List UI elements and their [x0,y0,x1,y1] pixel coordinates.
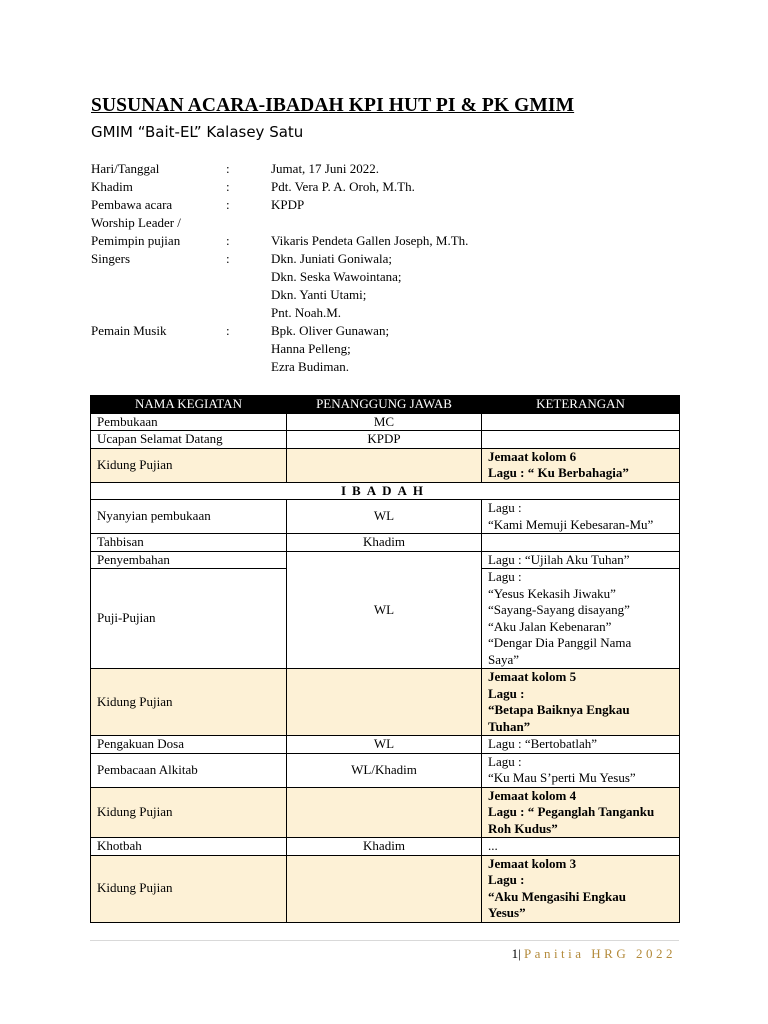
responsible-cell: KPDP [287,431,482,449]
note-cell [482,431,680,449]
info-label: Pemimpin pujian [91,233,181,248]
info-value: KPDP [271,197,305,212]
info-value: Hanna Pelleng; [271,341,351,356]
note-cell: ... [482,838,680,856]
activity-cell: Tahbisan [91,534,287,552]
footer-divider [90,940,679,941]
note-line: “Kami Memuji Kebesaran-Mu” [488,516,654,532]
note-cell [482,753,680,787]
table-row-highlight [91,787,680,838]
note-line: Lagu : [488,500,522,515]
note-line: “Aku Jalan Kebenaran” [488,618,612,634]
activity-cell: Penyembahan [91,551,287,569]
activity-cell: Kidung Pujian [91,787,287,838]
responsible-cell: WL [287,551,482,669]
table-row [91,736,680,754]
info-value: Pdt. Vera P. A. Oroh, M.Th. [271,179,415,194]
table-row-highlight [91,669,680,736]
note-cell [482,855,680,922]
info-value: Bpk. Oliver Gunawan; [271,323,390,338]
note-line: “Ku Mau S’perti Mu Yesus” [488,770,636,785]
info-value: Pnt. Noah.M. [271,305,342,320]
note-line: “Dengar Dia Panggil Nama [488,635,632,650]
note-line: “Yesus Kekasih Jiwaku” [488,585,616,601]
column-header: PENANGGUNG JAWAB [287,396,482,414]
info-colon: : [226,251,230,266]
info-label: Khadim [91,179,133,194]
info-value: Vikaris Pendeta Gallen Joseph, M.Th. [271,233,469,248]
note-cell [482,569,680,669]
column-header: NAMA KEGIATAN [91,396,287,414]
activity-cell: Nyanyian pembukaan [91,500,287,534]
note-line: Yesus” [488,905,526,920]
info-colon: : [226,233,230,248]
responsible-cell: MC [287,413,482,431]
note-line: Jemaat kolom 6 [488,448,577,464]
table-row [91,431,680,449]
section-title: IBADAH [91,482,680,500]
activity-cell: Pembacaan Alkitab [91,753,287,787]
responsible-cell: WL/Khadim [287,753,482,787]
table-row [91,551,680,569]
responsible-cell [287,855,482,922]
info-label: Pembawa acara [91,197,173,212]
note-line: Lagu : [488,753,522,769]
note-line: Lagu : [488,685,525,701]
note-line: Lagu : [488,872,525,887]
info-value: Dkn. Seska Wawointana; [271,269,402,284]
table-row [91,838,680,856]
note-line: Lagu : “ Peganglah Tanganku [488,804,655,819]
activity-cell: Pembukaan [91,413,287,431]
note-line: Tuhan” [488,718,531,734]
page-subtitle: GMIM “Bait-EL” Kalasey Satu [91,123,304,141]
note-line: Saya” [488,651,520,667]
responsible-cell [287,448,482,482]
activity-cell: Khotbah [91,838,287,856]
schedule-table [90,395,680,923]
table-row [91,753,680,787]
info-colon: : [226,197,230,212]
table-row [91,413,680,431]
activity-cell: Kidung Pujian [91,669,287,736]
table-row [91,534,680,552]
note-cell [482,669,680,736]
activity-cell: Pengakuan Dosa [91,736,287,754]
table-row-highlight [91,855,680,922]
note-line: “Aku Mengasihi Engkau [488,888,626,904]
info-colon: : [226,161,230,176]
info-label: Singers [91,251,130,266]
activity-cell: Kidung Pujian [91,855,287,922]
info-value: Dkn. Yanti Utami; [271,287,367,302]
page-title: SUSUNAN ACARA-IBADAH KPI HUT PI & PK GMIM [91,95,575,116]
note-line: Jemaat kolom 5 [488,669,577,684]
activity-cell: Kidung Pujian [91,448,287,482]
column-header: KETERANGAN [482,396,680,414]
activity-cell: Ucapan Selamat Datang [91,431,287,449]
note-line: Jemaat kolom 4 [488,787,577,803]
table-row-highlight [91,448,680,482]
info-colon: : [226,323,230,338]
note-cell [482,448,680,482]
section-divider [91,482,680,500]
info-label: Pemain Musik [91,323,167,338]
note-line: Lagu : “ Ku Berbahagia” [488,465,629,480]
responsible-cell: Khadim [287,534,482,552]
activity-cell: Puji-Pujian [91,569,287,669]
note-cell [482,500,680,534]
note-cell: Lagu : “Ujilah Aku Tuhan” [482,551,680,569]
note-line: “Betapa Baiknya Engkau [488,702,630,717]
footer-separator: | [518,946,521,961]
note-line: “Sayang-Sayang disayang” [488,602,630,617]
note-cell [482,787,680,838]
table-row [91,500,680,534]
responsible-cell: Khadim [287,838,482,856]
note-cell [482,413,680,431]
table-header-row [91,396,680,414]
note-line: Lagu : [488,569,522,584]
info-colon: : [226,179,230,194]
note-line: Jemaat kolom 3 [488,855,577,871]
responsible-cell [287,669,482,736]
note-line: Roh Kudus” [488,820,558,836]
info-label: Worship Leader / [91,215,181,230]
note-cell: Lagu : “Bertobatlah” [482,736,680,754]
footer-organizer: Panitia HRG 2022 [523,946,676,961]
info-label: Hari/Tanggal [91,161,160,176]
info-value: Ezra Budiman. [271,359,349,374]
info-value: Dkn. Juniati Goniwala; [271,251,392,266]
responsible-cell [287,787,482,838]
responsible-cell: WL [287,500,482,534]
note-cell [482,534,680,552]
page-number: 1 [511,946,519,961]
info-value: Jumat, 17 Juni 2022. [271,161,379,176]
responsible-cell: WL [287,736,482,754]
page-footer [512,946,676,962]
